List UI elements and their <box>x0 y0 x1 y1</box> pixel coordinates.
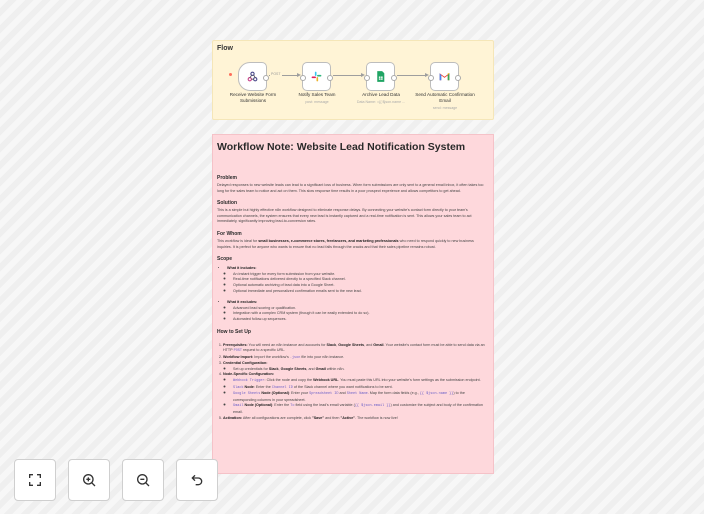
trigger-indicator-icon <box>229 73 232 76</box>
problem-heading: Problem <box>217 175 238 181</box>
node-label: Send Automatic Confirmation Email <box>415 92 475 103</box>
node-sublabel: send: message <box>432 106 458 110</box>
list-item: ◦ Optional automatic archiving of lead data into a Google Sheet. <box>233 283 489 289</box>
output-handle[interactable] <box>455 75 461 81</box>
zoom-out-icon <box>135 472 151 488</box>
for-whom-heading: For Whom <box>217 230 242 237</box>
solution-text: This is a simple but highly effective n8n workflow designed to eliminate response delays. By connecting your website's contact form directly to your team's communication channels, the system ensures that every new lead is instantly captured and a real-time notification is sent. This allows your sales team to act immediately, significantly improving lead-to-conversion rates. <box>217 208 472 224</box>
zoom-in-button[interactable] <box>68 459 110 501</box>
slack-icon <box>310 70 323 83</box>
input-handle[interactable] <box>428 75 434 81</box>
node-label: Archive Lead Data <box>362 92 400 97</box>
zoom-out-button[interactable] <box>122 459 164 501</box>
webhook-icon <box>246 70 259 83</box>
google-sheets-icon <box>374 70 387 83</box>
list-item: ◦ Integration with a complex CRM system (though it can be easily extended to do so). <box>233 311 489 317</box>
undo-icon <box>189 472 205 488</box>
scope-heading: Scope <box>217 256 233 263</box>
list-item: ◦ Advanced lead scoring or qualification. <box>233 306 489 312</box>
node-slack[interactable] <box>302 62 331 91</box>
for-whom-text: This workflow is ideal for small businesses, e-commerce stores, freelancers, and marketing professionals who need to respond quickly to new business inquiries. It is perfect for anyone who wants to ensure that no lead falls through the cracks and that their sales pipeline remains robust. <box>217 238 474 249</box>
list-item: ◦ Real-time notifications delivered directly to a specified Slack channel. <box>233 277 489 283</box>
setup-steps <box>217 343 489 422</box>
gmail-icon <box>438 70 451 83</box>
list-item: ◦ An instant trigger for every form submission from your website. <box>233 272 489 278</box>
connection-line <box>333 75 363 76</box>
connection-line <box>397 75 427 76</box>
flow-title: Flow <box>217 45 233 52</box>
zoom-in-icon <box>81 472 97 488</box>
setup-step: 4. Node-Specific Configuration: ◦ Webhook Trigger: Click the node and copy the Webhook URL. You must paste this URL into your website's form settings as the submission endpoint. ◦ Slack Node: Enter the Channel ID of the Slack channel where you want notifications to be sent. ◦ Google Sheets Node (Optional): Enter your Spreadsheet ID and Sheet Name. Map the form data fields (e.g., {{ $json.name }}) to the corresponding columns in your spreadsheet. ◦ Gmail Node (Optional): Enter the To field using the lead's email variable ({{ $json.email }}) and customize the subject and body of the confirmation email. <box>223 372 489 415</box>
setup-heading: How to Set Up <box>217 328 251 335</box>
node-webhook[interactable] <box>238 62 267 91</box>
canvas-controls <box>14 459 218 501</box>
node-google-sheets[interactable] <box>366 62 395 91</box>
connection-label: POST <box>271 72 281 76</box>
node-label: Receive Website Form Submissions <box>229 92 277 103</box>
input-handle[interactable] <box>300 75 306 81</box>
problem-text: Delayed responses to new website leads can lead to a significant loss of business. When form submissions are only sent to a general email inbox, it often takes too long for the sales team to notice and act on them. This slow response time results in a poor prospect experience and allows competitors to get ahead. <box>217 183 484 193</box>
solution-heading: Solution <box>217 200 237 207</box>
workflow-sticky-note[interactable] <box>212 134 494 474</box>
input-handle[interactable] <box>364 75 370 81</box>
list-item: ◦ Automated follow-up sequences. <box>233 317 489 323</box>
flow-sticky-note[interactable] <box>212 40 494 120</box>
fullscreen-icon <box>27 472 43 488</box>
reset-zoom-button[interactable] <box>176 459 218 501</box>
note-title: Workflow Note: Website Lead Notification System <box>217 141 466 153</box>
node-label: Notify Sales Team <box>298 92 336 97</box>
scope-list: • What it includes: ◦ An instant trigger for every form submission from your website. ◦ Real-time notifications delivered directly to a specified Slack channel. ◦ Optional automatic archiving of lead data into a Google Sheet. ◦ Optional immediate and personalized confirmation emails sent to the new lead. • What it excludes: ◦ Advanced lead scoring or qualification. ◦ Integration with a complex CRM system (though it can be easily extended to do so). ◦ Automated follow-up sequences. <box>217 266 489 322</box>
list-item: ◦ Optional immediate and personalized confirmation emails sent to the new lead. <box>233 289 489 295</box>
setup-step: 1. Prerequisites: You will need an n8n instance and accounts for Slack, Google Sheets, and Gmail. Your website's contact form must be able to send data via an HTTP POST request to a specific URL. <box>223 343 489 355</box>
setup-step: 2. Workflow Import: Import the workflow's .json file into your n8n instance. <box>223 355 489 362</box>
setup-step: 3. Credential Configuration: ◦ Set up credentials for Slack, Google Sheets, and Gmail within n8n. <box>223 361 489 372</box>
setup-step: 5. Activation: After all configurations are complete, click "Save" and then "Active". The workflow is now live! <box>223 416 489 422</box>
fit-view-button[interactable] <box>14 459 56 501</box>
node-sublabel: Data Name: ={{ $json.name ... <box>356 100 406 104</box>
node-sublabel: post: message <box>305 100 329 104</box>
node-gmail[interactable] <box>430 62 459 91</box>
